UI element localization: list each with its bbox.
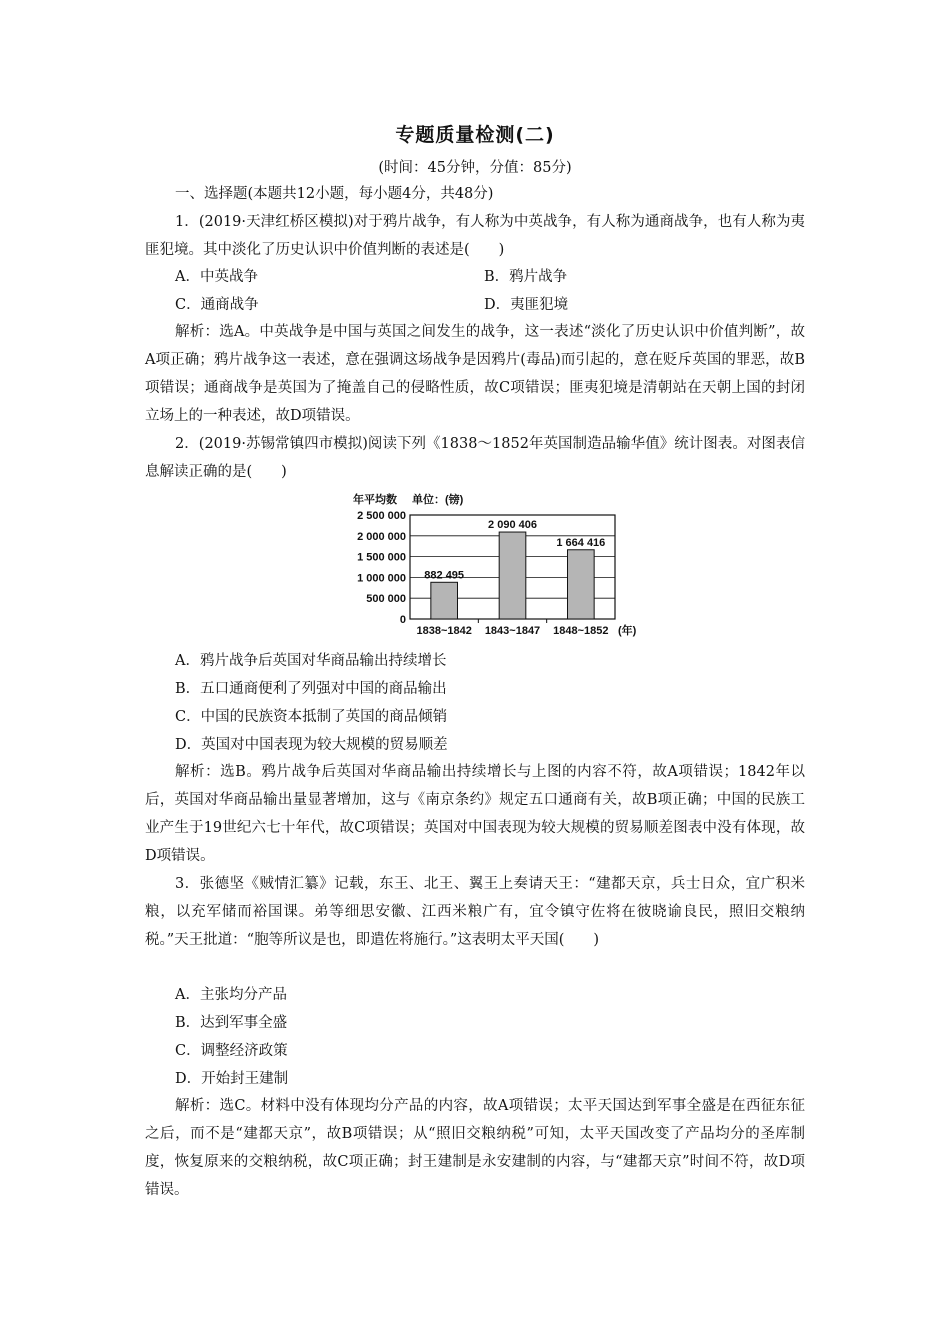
chart-x-tick-labels	[416, 625, 608, 637]
chart-unit: 单位：(镑)	[412, 494, 464, 506]
question-1-option-d: D．夷匪犯境	[484, 297, 569, 313]
section-heading: 一、选择题(本题共12小题，每小题4分，共48分)	[175, 186, 494, 202]
exam-time-score: (时间：45分钟，分值：85分)	[378, 160, 572, 176]
x-tick-label: 1848~1852	[553, 625, 609, 637]
question-3-option-d: D．开始封王建制	[175, 1071, 289, 1087]
bar-value-label: 2 090 406	[488, 519, 537, 532]
question-3-option-b: B．达到军事全盛	[175, 1015, 288, 1031]
question-2-option-d: D．英国对中国表现为较大规模的贸易顺差	[175, 737, 448, 753]
question-1-option-a: A．中英战争	[175, 269, 258, 285]
x-tick-label: 1838~1842	[416, 625, 472, 637]
export-value-bar-chart	[345, 490, 645, 640]
chart-ylabel: 年平均数	[353, 494, 397, 506]
y-tick-label: 1 000 000	[357, 572, 406, 585]
chart-x-unit: (年)	[618, 625, 637, 637]
question-3-stem: 3．张德坚《贼情汇纂》记载，东王、北王、翼王上奏请天王：“建都天京，兵士日众，宜广积米粮，以充军储而裕国课。弟等细思安徽、江西米粮广有，宜令镇守佐将在彼晓谕良民，照旧交粮纳税。”天王批道：“胞等所议是也，即遣佐将施行。”这表明太平天国( )	[145, 876, 805, 948]
question-2-analysis: 解析：选B。鸦片战争后英国对华商品输出持续增长与上图的内容不符，故A项错误；1842年以后，英国对华商品输出量显著增加，这与《南京条约》规定五口通商有关，故B项正确；中国的民族工业产生于19世纪六七十年代，故C项错误；英国对中国表现为较大规模的贸易顺差图表中没有体现，故D项错误。	[145, 764, 805, 864]
y-tick-label: 1 500 000	[357, 551, 406, 564]
y-tick-label: 500 000	[366, 593, 406, 606]
question-1-option-c: C．通商战争	[175, 297, 259, 313]
bar	[431, 582, 458, 619]
question-1-option-b: B．鸦片战争	[484, 269, 568, 285]
question-3-option-c: C．调整经济政策	[175, 1043, 288, 1059]
question-3-analysis: 解析：选C。材料中没有体现均分产品的内容，故A项错误；太平天国达到军事全盛是在西征东征之后，而不是“建都天京”，故B项错误；从“照旧交粮纳税”可知，太平天国改变了产品均分的圣库制度，恢复原来的交粮纳税，故C项正确；封王建制是永安建制的内容，与“建都天京”时间不符，故D项错误。	[145, 1098, 805, 1198]
question-2-option-b: B．五口通商便利了列强对中国的商品输出	[175, 681, 447, 697]
y-tick-label: 0	[399, 614, 406, 626]
chart-y-tick-labels	[357, 510, 406, 626]
y-tick-label: 2 000 000	[357, 530, 406, 543]
bar	[568, 550, 595, 619]
question-1-stem: 1．(2019·天津红桥区模拟)对于鸦片战争，有人称为中英战争，有人称为通商战争，也有人称为夷匪犯境。其中淡化了历史认识中价值判断的表述是( )	[145, 214, 805, 258]
question-1-analysis: 解析：选A。中英战争是中国与英国之间发生的战争，这一表述“淡化了历史认识中价值判断”，故A项正确；鸦片战争这一表述，意在强调这场战争是因鸦片(毒品)而引起的，意在贬斥英国的罪恶，故B项错误；通商战争是英国为了掩盖自己的侵略性质，故C项错误；匪夷犯境是清朝站在天朝上国的封闭立场上的一种表述，故D项错误。	[145, 324, 805, 424]
bar	[499, 532, 526, 619]
question-2-option-a: A．鸦片战争后英国对华商品输出持续增长	[175, 653, 447, 669]
question-3-option-a: A．主张均分产品	[175, 987, 287, 1003]
question-2-stem: 2．(2019·苏锡常镇四市模拟)阅读下列《1838～1852年英国制造品输华值》统计图表。对图表信息解读正确的是( )	[145, 436, 805, 480]
y-tick-label: 2 500 000	[357, 510, 406, 522]
bar-value-label: 1 664 416	[556, 536, 606, 549]
x-tick-label: 1843~1847	[484, 625, 541, 637]
question-2-option-c: C．中国的民族资本抵制了英国的商品倾销	[175, 709, 448, 725]
bar-value-label: 882 495	[424, 569, 465, 582]
page-title: 专题质量检测(二)	[395, 124, 555, 146]
